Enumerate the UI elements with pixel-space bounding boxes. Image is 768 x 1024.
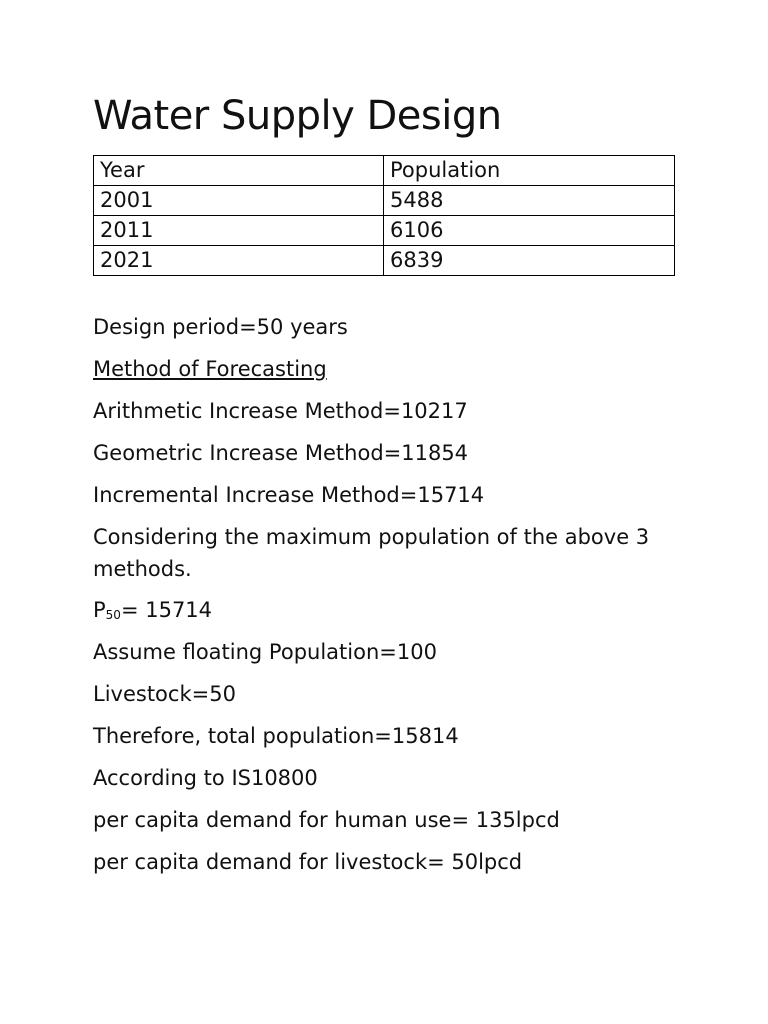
document-title: Water Supply Design [93, 93, 502, 139]
population-cell: 6839 [384, 246, 675, 276]
year-cell: 2001 [94, 186, 384, 216]
population-cell: 5488 [384, 186, 675, 216]
according-text: According to IS10800 [93, 766, 318, 790]
p50-value: = 15714 [120, 598, 213, 622]
table-row [94, 246, 675, 276]
floating-population-text: Assume floating Population=100 [93, 640, 437, 664]
method-heading: Method of Forecasting [93, 357, 327, 381]
year-cell: 2021 [94, 246, 384, 276]
incremental-method-text: Incremental Increase Method=15714 [93, 483, 485, 507]
population-cell: 6106 [384, 216, 675, 246]
column-header-population: Population [384, 156, 675, 186]
livestock-text: Livestock=50 [93, 682, 236, 706]
table-row [94, 216, 675, 246]
arithmetic-method-text: Arithmetic Increase Method=10217 [93, 399, 468, 423]
p50-text [93, 594, 693, 631]
geometric-method-text: Geometric Increase Method=11854 [93, 441, 469, 465]
total-population-text: Therefore, total population=15814 [93, 724, 459, 748]
p50-base: P [93, 598, 106, 622]
table-row [94, 186, 675, 216]
year-cell: 2011 [94, 216, 384, 246]
p50-subscript: 50 [105, 608, 121, 622]
livestock-demand-text: per capita demand for livestock= 50lpcd [93, 850, 523, 874]
population-table [93, 155, 675, 276]
table-header-row [94, 156, 675, 186]
considering-text: Considering the maximum population of the above 3 methods. [93, 525, 650, 581]
design-period-text: Design period=50 years [93, 315, 348, 339]
human-demand-text: per capita demand for human use= 135lpcd [93, 808, 560, 832]
column-header-year: Year [94, 156, 384, 186]
